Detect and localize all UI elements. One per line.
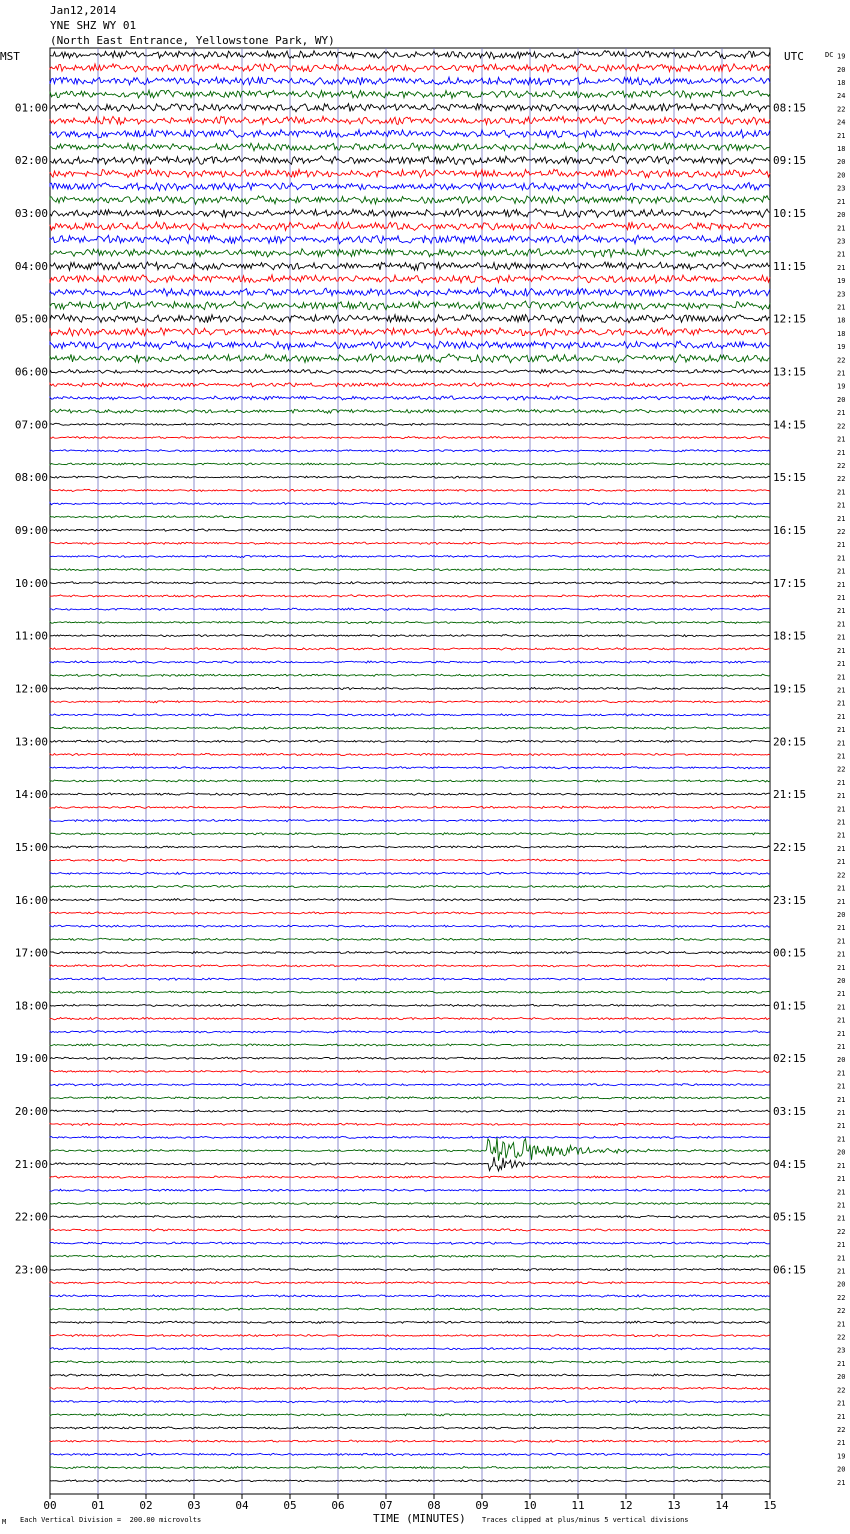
dc-offset-label: 19: [837, 1452, 846, 1461]
dc-offset-label: 22: [837, 1293, 846, 1302]
seismic-trace: [50, 450, 770, 452]
utc-hour-label: 00:15: [773, 946, 807, 960]
dc-offset-label: 21: [837, 673, 846, 682]
dc-offset-label: 22: [837, 765, 846, 774]
seismic-trace: [50, 806, 770, 808]
seismic-trace: [50, 1031, 770, 1033]
utc-axis-label: UTC: [784, 50, 804, 63]
seismic-trace: [50, 582, 770, 584]
mst-hour-label: 07:00: [14, 418, 48, 432]
x-tick-label: 11: [571, 1499, 585, 1512]
seismic-trace: [50, 529, 770, 531]
utc-hour-label: 02:15: [773, 1052, 807, 1066]
dc-offset-label: 21: [837, 1201, 846, 1210]
mst-hour-label: 15:00: [14, 840, 48, 854]
seismic-trace: [50, 222, 770, 230]
x-tick-label: 09: [475, 1499, 489, 1512]
dc-offset-label: 20: [837, 171, 846, 180]
seismic-trace: [50, 1414, 770, 1416]
seismic-trace: [50, 753, 770, 755]
dc-offset-label: 21: [837, 250, 846, 259]
seismic-trace: [50, 301, 770, 310]
seismic-trace: [50, 383, 770, 387]
seismic-trace: [50, 951, 770, 953]
footer-scale-note: Each Vertical Division = 200.00 microvolts: [20, 1516, 202, 1524]
x-tick-label: 07: [379, 1499, 393, 1512]
dc-offset-label: 21: [837, 263, 846, 272]
utc-hour-label: 06:15: [773, 1263, 807, 1277]
mst-hour-label: 23:00: [14, 1263, 48, 1277]
dc-offset-label: 21: [837, 1043, 846, 1052]
seismic-trace: [50, 621, 770, 623]
dc-offset-label: 20: [837, 910, 846, 919]
dc-offset-label: 21: [837, 567, 846, 576]
seismic-trace: [50, 569, 770, 571]
utc-hour-label: 01:15: [773, 999, 807, 1013]
utc-hour-label: 18:15: [773, 629, 807, 643]
x-tick-label: 14: [715, 1499, 729, 1512]
seismic-trace: [50, 1361, 770, 1363]
seismic-trace: [50, 143, 770, 152]
dc-offset-label: 21: [837, 1359, 846, 1368]
dc-offset-label: 20: [837, 211, 846, 220]
mst-hour-label: 08:00: [14, 471, 48, 485]
seismic-trace: [50, 846, 770, 848]
dc-offset-label: 21: [837, 726, 846, 735]
seismic-trace: [50, 1202, 770, 1204]
dc-offset-label: 21: [837, 937, 846, 946]
seismic-trace: [50, 608, 770, 610]
dc-offset-label: 22: [837, 1386, 846, 1395]
dc-offset-label: 21: [837, 1122, 846, 1131]
dc-offset-label: 21: [837, 752, 846, 761]
dc-offset-label: 21: [837, 607, 846, 616]
x-tick-label: 04: [235, 1499, 249, 1512]
dc-offset-label: 21: [837, 1029, 846, 1038]
footer-clip-note: Traces clipped at plus/minus 5 vertical divisions: [482, 1516, 689, 1524]
mst-hour-label: 17:00: [14, 946, 48, 960]
dc-offset-label: 19: [837, 343, 846, 352]
mst-hour-label: 01:00: [14, 101, 48, 115]
dc-offset-label: 21: [837, 303, 846, 312]
seismic-trace: [50, 859, 770, 861]
seismic-trace: [50, 156, 770, 165]
seismic-trace: [50, 1374, 770, 1376]
utc-hour-label: 16:15: [773, 524, 807, 537]
chart-date: Jan12,2014: [50, 4, 117, 17]
dc-offset-label: 21: [837, 1320, 846, 1329]
utc-hour-label: 11:15: [773, 259, 807, 273]
seismic-trace: [50, 1157, 770, 1171]
seismic-trace: [50, 1057, 770, 1059]
seismic-trace: [50, 1440, 770, 1442]
seismic-trace: [50, 648, 770, 650]
utc-hour-label: 03:15: [773, 1105, 807, 1119]
seismic-trace: [50, 991, 770, 993]
dc-offset-label: 21: [837, 699, 846, 708]
dc-offset-label: 21: [837, 369, 846, 378]
seismic-trace: [50, 169, 770, 178]
seismic-trace: [50, 1308, 770, 1310]
mst-hour-label: 09:00: [14, 524, 48, 537]
dc-offset-label: 18: [837, 145, 846, 154]
mst-hour-label: 22:00: [14, 1210, 48, 1224]
dc-offset-label: 21: [837, 831, 846, 840]
dc-offset-label: 21: [837, 1439, 846, 1448]
seismic-trace: [50, 899, 770, 901]
utc-hour-label: 04:15: [773, 1157, 807, 1171]
dc-offset-label: 22: [837, 1307, 846, 1316]
dc-offset-label: 23: [837, 237, 846, 246]
seismic-trace: [50, 354, 770, 363]
seismic-trace: [50, 701, 770, 703]
dc-offset-label: 20: [837, 1056, 846, 1065]
dc-offset-label: 20: [837, 1280, 846, 1289]
seismic-trace: [50, 183, 770, 191]
dc-offset-label: 21: [837, 435, 846, 444]
x-tick-label: 00: [43, 1499, 57, 1512]
seismic-trace: [50, 90, 770, 98]
dc-offset-label: 24: [837, 118, 846, 127]
dc-offset-label: 21: [837, 541, 846, 550]
dc-offset-label: 20: [837, 1148, 846, 1157]
seismic-trace: [50, 1321, 770, 1323]
dc-offset-label: 21: [837, 990, 846, 999]
dc-offset-label: 20: [837, 65, 846, 74]
dc-offset-label: 21: [837, 1016, 846, 1025]
mst-axis-label: MST: [0, 50, 20, 63]
seismic-trace: [50, 661, 770, 663]
mst-hour-label: 03:00: [14, 207, 48, 221]
dc-offset-label: 21: [837, 488, 846, 497]
x-tick-label: 10: [523, 1499, 537, 1512]
seismic-trace: [50, 1216, 770, 1218]
utc-hour-label: 21:15: [773, 788, 807, 802]
seismic-trace: [50, 1480, 770, 1482]
seismic-trace: [50, 77, 770, 85]
dc-offset-label: 21: [837, 924, 846, 933]
dc-offset-label: 23: [837, 184, 846, 193]
dc-offset-label: 21: [837, 1188, 846, 1197]
seismic-trace: [50, 1282, 770, 1284]
dc-offset-label: 22: [837, 356, 846, 365]
dc-offset-label: 22: [837, 1227, 846, 1236]
dc-offset-label: 20: [837, 1373, 846, 1382]
station-code: YNE SHZ WY 01: [50, 19, 137, 32]
utc-hour-label: 17:15: [773, 576, 807, 590]
seismic-trace: [50, 341, 770, 350]
dc-offset-label: 21: [837, 792, 846, 801]
seismic-trace: [50, 687, 770, 689]
dc-offset-label: 20: [837, 1465, 846, 1474]
seismic-trace: [50, 275, 770, 283]
dc-offset-label: 21: [837, 778, 846, 787]
seismic-trace: [50, 476, 770, 478]
seismic-trace: [50, 1348, 770, 1350]
seismic-trace: [50, 1466, 770, 1468]
dc-offset-label: 18: [837, 329, 846, 338]
x-tick-label: 05: [283, 1499, 297, 1512]
mst-hour-label: 19:00: [14, 1052, 48, 1066]
seismic-trace: [50, 1334, 770, 1336]
seismic-trace: [50, 1123, 770, 1125]
seismic-trace: [50, 1189, 770, 1191]
seismic-trace: [50, 885, 770, 887]
dc-offset-label: 21: [837, 501, 846, 510]
seismic-trace: [50, 1176, 770, 1178]
utc-hour-label: 12:15: [773, 312, 807, 326]
mst-hour-label: 11:00: [14, 629, 48, 643]
dc-offset-label: 21: [837, 1214, 846, 1223]
dc-offset-label: 21: [837, 1412, 846, 1421]
seismic-trace: [50, 1138, 770, 1161]
seismic-trace: [50, 714, 770, 716]
seismic-trace: [50, 1070, 770, 1072]
dc-offset-label: 21: [837, 514, 846, 523]
seismic-trace: [50, 1242, 770, 1244]
utc-hour-label: 10:15: [773, 207, 807, 221]
seismic-trace: [50, 396, 770, 400]
utc-hour-label: 19:15: [773, 682, 807, 696]
dc-offset-label: 23: [837, 290, 846, 299]
seismic-trace: [50, 542, 770, 544]
dc-offset-label: 22: [837, 1333, 846, 1342]
dc-offset-label: 21: [837, 712, 846, 721]
dc-offset-label: 21: [837, 1069, 846, 1078]
dc-offset-label: 21: [837, 818, 846, 827]
corner-mark: M: [2, 1518, 7, 1526]
seismic-trace: [50, 262, 770, 270]
dc-offset-label: 23: [837, 1346, 846, 1355]
seismic-trace: [50, 555, 770, 557]
dc-offset-label: 22: [837, 461, 846, 470]
seismic-trace: [50, 103, 770, 111]
dc-offset-label: 21: [837, 554, 846, 563]
dc-offset-label: 21: [837, 660, 846, 669]
mst-hour-label: 05:00: [14, 312, 48, 326]
dc-offset-label: 21: [837, 950, 846, 959]
dc-offset-label: 21: [837, 1175, 846, 1184]
dc-offset-label: 21: [837, 897, 846, 906]
seismic-trace: [50, 116, 770, 124]
seismic-trace: [50, 130, 770, 139]
dc-offset-label: 21: [837, 1267, 846, 1276]
dc-offset-label: 21: [837, 594, 846, 603]
utc-hour-label: 05:15: [773, 1210, 807, 1224]
dc-offset-label: 20: [837, 395, 846, 404]
seismic-trace: [50, 1097, 770, 1099]
seismic-trace: [50, 1453, 770, 1455]
dc-offset-label: 21: [837, 646, 846, 655]
utc-hour-label: 14:15: [773, 418, 807, 432]
dc-offset-label: 21: [837, 409, 846, 418]
dc-offset-label: 19: [837, 382, 846, 391]
x-tick-label: 12: [619, 1499, 633, 1512]
dc-offset-label: 21: [837, 1161, 846, 1170]
seismic-trace: [50, 965, 770, 967]
seismic-trace: [50, 489, 770, 491]
mst-hour-label: 21:00: [14, 1157, 48, 1171]
seismic-trace: [50, 780, 770, 782]
seismic-trace: [50, 767, 770, 769]
x-tick-label: 01: [91, 1499, 105, 1512]
dc-offset-label: 22: [837, 1425, 846, 1434]
seismic-trace: [50, 463, 770, 465]
seismic-trace: [50, 423, 770, 425]
dc-offset-label: 21: [837, 580, 846, 589]
dc-offset-label: 22: [837, 871, 846, 880]
dc-offset-label: 20: [837, 976, 846, 985]
seismic-trace: [50, 409, 770, 413]
mst-hour-label: 14:00: [14, 788, 48, 802]
utc-hour-label: 20:15: [773, 735, 807, 749]
seismic-trace: [50, 370, 770, 374]
seismic-trace: [50, 740, 770, 742]
dc-offset-label: 21: [837, 633, 846, 642]
dc-offset-label: 21: [837, 739, 846, 748]
seismic-trace: [50, 249, 770, 257]
x-tick-label: 13: [667, 1499, 681, 1512]
seismic-trace: [50, 235, 770, 244]
seismic-trace: [50, 938, 770, 940]
seismic-trace: [50, 1004, 770, 1006]
mst-hour-label: 02:00: [14, 154, 48, 168]
seismic-trace: [50, 314, 770, 323]
dc-offset-label: 21: [837, 1095, 846, 1104]
dc-offset-label: 22: [837, 528, 846, 536]
dc-label: DC: [825, 51, 834, 59]
dc-offset-label: 18: [837, 316, 846, 325]
x-tick-label: 15: [763, 1499, 777, 1512]
seismic-trace: [50, 1229, 770, 1231]
dc-offset-label: 21: [837, 1003, 846, 1012]
seismic-trace: [50, 595, 770, 597]
mst-hour-label: 06:00: [14, 365, 48, 379]
dc-offset-label: 21: [837, 1135, 846, 1144]
seismic-trace: [50, 912, 770, 914]
seismic-trace: [50, 1084, 770, 1086]
dc-offset-label: 22: [837, 475, 846, 484]
utc-hour-label: 15:15: [773, 471, 807, 485]
dc-offset-label: 21: [837, 131, 846, 140]
dc-offset-label: 21: [837, 620, 846, 629]
seismic-trace: [50, 1044, 770, 1046]
dc-offset-label: 19: [837, 277, 846, 286]
dc-offset-label: 20: [837, 158, 846, 167]
seismic-trace: [50, 1401, 770, 1403]
seismic-trace: [50, 51, 770, 59]
seismic-trace: [50, 978, 770, 980]
dc-offset-label: 21: [837, 1399, 846, 1408]
dc-offset-label: 21: [837, 1109, 846, 1118]
dc-offset-label: 21: [837, 686, 846, 695]
utc-hour-label: 09:15: [773, 154, 807, 168]
dc-offset-label: 21: [837, 884, 846, 893]
dc-offset-label: 21: [837, 963, 846, 972]
dc-offset-label: 21: [837, 1082, 846, 1091]
seismic-trace: [50, 328, 770, 336]
mst-hour-label: 20:00: [14, 1105, 48, 1119]
seismic-trace: [50, 872, 770, 874]
dc-offset-label: 24: [837, 92, 846, 101]
seismic-trace: [50, 1295, 770, 1297]
dc-offset-label: 21: [837, 1254, 846, 1263]
dc-offset-label: 21: [837, 844, 846, 853]
seismic-trace: [50, 635, 770, 637]
mst-hour-label: 18:00: [14, 999, 48, 1013]
dc-offset-label: 21: [837, 1478, 846, 1487]
seismic-trace: [50, 1387, 770, 1389]
seismic-trace: [50, 1427, 770, 1429]
mst-hour-label: 13:00: [14, 735, 48, 749]
seismic-trace: [50, 436, 770, 438]
seismic-trace: [50, 1255, 770, 1257]
dc-offset-label: 21: [837, 224, 846, 233]
seismic-trace: [50, 1136, 770, 1138]
seismic-trace: [50, 674, 770, 676]
x-tick-label: 03: [187, 1499, 201, 1512]
seismic-trace: [50, 1110, 770, 1112]
x-tick-label: 02: [139, 1499, 153, 1512]
seismic-trace: [50, 925, 770, 927]
dc-offset-label: 19: [837, 52, 846, 61]
seismic-trace: [50, 1018, 770, 1020]
utc-hour-label: 23:15: [773, 893, 807, 907]
dc-offset-label: 18: [837, 79, 846, 88]
utc-hour-label: 08:15: [773, 101, 807, 115]
dc-offset-label: 21: [837, 448, 846, 457]
dc-offset-label: 22: [837, 105, 846, 114]
station-location: (North East Entrance, Yellowstone Park, WY): [50, 34, 335, 47]
dc-offset-label: 22: [837, 422, 846, 431]
x-tick-label: 06: [331, 1499, 345, 1512]
seismic-trace: [50, 64, 770, 72]
seismic-trace: [50, 502, 770, 504]
seismic-trace: [50, 209, 770, 218]
seismic-trace: [50, 833, 770, 835]
seismic-trace: [50, 727, 770, 729]
seismic-trace: [50, 288, 770, 297]
seismic-trace: [50, 1269, 770, 1271]
seismic-trace: [50, 516, 770, 518]
dc-offset-label: 21: [837, 805, 846, 814]
mst-hour-label: 10:00: [14, 576, 48, 590]
seismic-trace: [50, 196, 770, 205]
mst-hour-label: 04:00: [14, 259, 48, 273]
x-axis-title: TIME (MINUTES): [373, 1512, 466, 1525]
utc-hour-label: 13:15: [773, 365, 807, 379]
dc-offset-label: 21: [837, 858, 846, 867]
x-tick-label: 08: [427, 1499, 441, 1512]
dc-offset-label: 21: [837, 197, 846, 206]
mst-hour-label: 12:00: [14, 682, 48, 696]
seismic-trace: [50, 819, 770, 821]
seismic-trace: [50, 793, 770, 795]
mst-hour-label: 16:00: [14, 893, 48, 907]
dc-offset-label: 21: [837, 1241, 846, 1250]
utc-hour-label: 22:15: [773, 840, 807, 854]
